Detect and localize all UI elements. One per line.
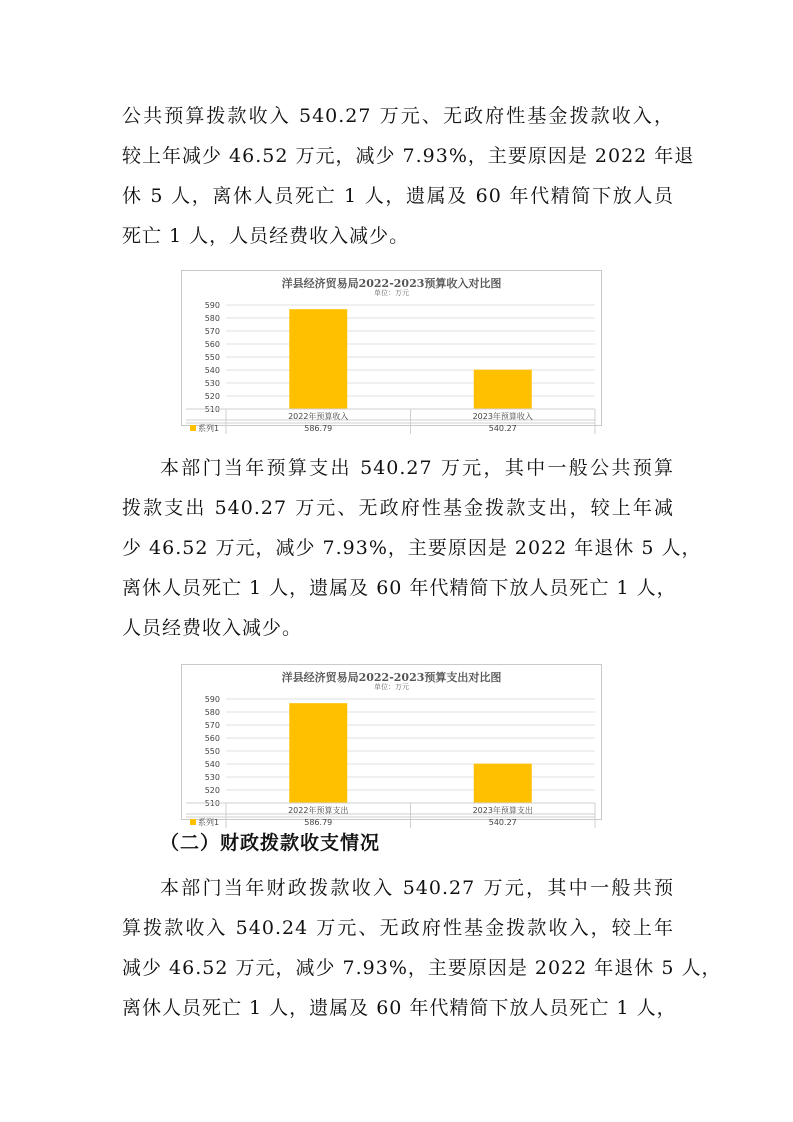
data-value-label: 586.79: [304, 818, 333, 827]
income-comparison-chart: [181, 270, 602, 433]
y-tick-label: 540: [204, 366, 220, 375]
paragraph-budget-expenditure: [122, 448, 702, 648]
text-line: 公共预算拨款收入 540.27 万元、无政府性基金拨款收入，: [122, 105, 674, 127]
chart-title: 洋县经济贸易局2022-2023预算支出对比图: [281, 671, 502, 684]
text-line: 离休人员死亡 1 人，遗属及 60 年代精简下放人员死亡 1 人，: [122, 577, 677, 599]
text-line: 减少 46.52 万元，减少 7.93%，主要原因是 2022 年退休 5 人，: [122, 957, 722, 979]
text-line: 拨款支出 540.27 万元、无政府性基金拨款支出，较上年减: [122, 497, 674, 519]
y-tick-label: 530: [204, 773, 220, 782]
data-value-label: 586.79: [304, 424, 333, 433]
data-value-label: 540.27: [488, 818, 517, 827]
expenditure-comparison-chart: [181, 664, 602, 827]
bar: [289, 703, 347, 803]
y-tick-label: 590: [204, 301, 220, 310]
legend-swatch: [190, 425, 196, 431]
category-label: 2022年预算支出: [288, 806, 349, 815]
legend-label: 系列1: [198, 818, 220, 827]
y-tick-label: 550: [204, 353, 220, 362]
text-line: 算拨款收入 540.24 万元、无政府性基金拨款收入，较上年: [122, 917, 674, 939]
section-heading: （二）财政拨款收支情况: [160, 832, 381, 854]
y-tick-label: 540: [204, 760, 220, 769]
bar: [474, 370, 532, 409]
paragraph-fiscal-appropriation: [122, 868, 722, 1028]
text-line: 人员经费收入减少。: [122, 617, 303, 639]
category-label: 2023年预算收入: [472, 412, 533, 421]
chart-unit-label: 单位：万元: [374, 683, 409, 691]
text-line: 本部门当年财政拨款收入 540.27 万元，其中一般共预: [160, 877, 674, 899]
text-line: 休 5 人，离休人员死亡 1 人，遗属及 60 年代精简下放人员: [122, 185, 674, 207]
legend-swatch: [190, 819, 196, 825]
y-tick-label: 590: [204, 695, 220, 704]
text-line: 较上年减少 46.52 万元，减少 7.93%，主要原因是 2022 年退: [122, 145, 695, 167]
text-line: 少 46.52 万元，减少 7.93%，主要原因是 2022 年退休 5 人，: [122, 537, 702, 559]
legend-label: 系列1: [198, 424, 220, 433]
y-tick-label: 560: [204, 734, 220, 743]
bar: [474, 764, 532, 803]
data-value-label: 540.27: [488, 424, 517, 433]
chart-unit-label: 单位：万元: [374, 289, 409, 297]
text-line: 本部门当年预算支出 540.27 万元，其中一般公共预算: [160, 457, 674, 479]
paragraph-budget-income: [122, 96, 695, 256]
category-label: 2022年预算收入: [288, 412, 349, 421]
y-tick-label: 570: [204, 721, 220, 730]
bar: [289, 309, 347, 409]
y-tick-label: 580: [204, 314, 220, 323]
y-tick-label: 570: [204, 327, 220, 336]
y-tick-label: 510: [204, 799, 220, 808]
y-tick-label: 510: [204, 405, 220, 414]
y-tick-label: 520: [204, 392, 220, 401]
y-tick-label: 530: [204, 379, 220, 388]
chart-plot: [182, 271, 603, 433]
chart-plot: [182, 665, 603, 827]
text-line: 离休人员死亡 1 人，遗属及 60 年代精简下放人员死亡 1 人，: [122, 997, 677, 1019]
category-label: 2023年预算支出: [472, 806, 533, 815]
y-tick-label: 580: [204, 708, 220, 717]
y-tick-label: 520: [204, 786, 220, 795]
text-line: 死亡 1 人，人员经费收入减少。: [122, 225, 410, 247]
y-tick-label: 550: [204, 747, 220, 756]
chart-title: 洋县经济贸易局2022-2023预算收入对比图: [281, 277, 502, 290]
y-tick-label: 560: [204, 340, 220, 349]
